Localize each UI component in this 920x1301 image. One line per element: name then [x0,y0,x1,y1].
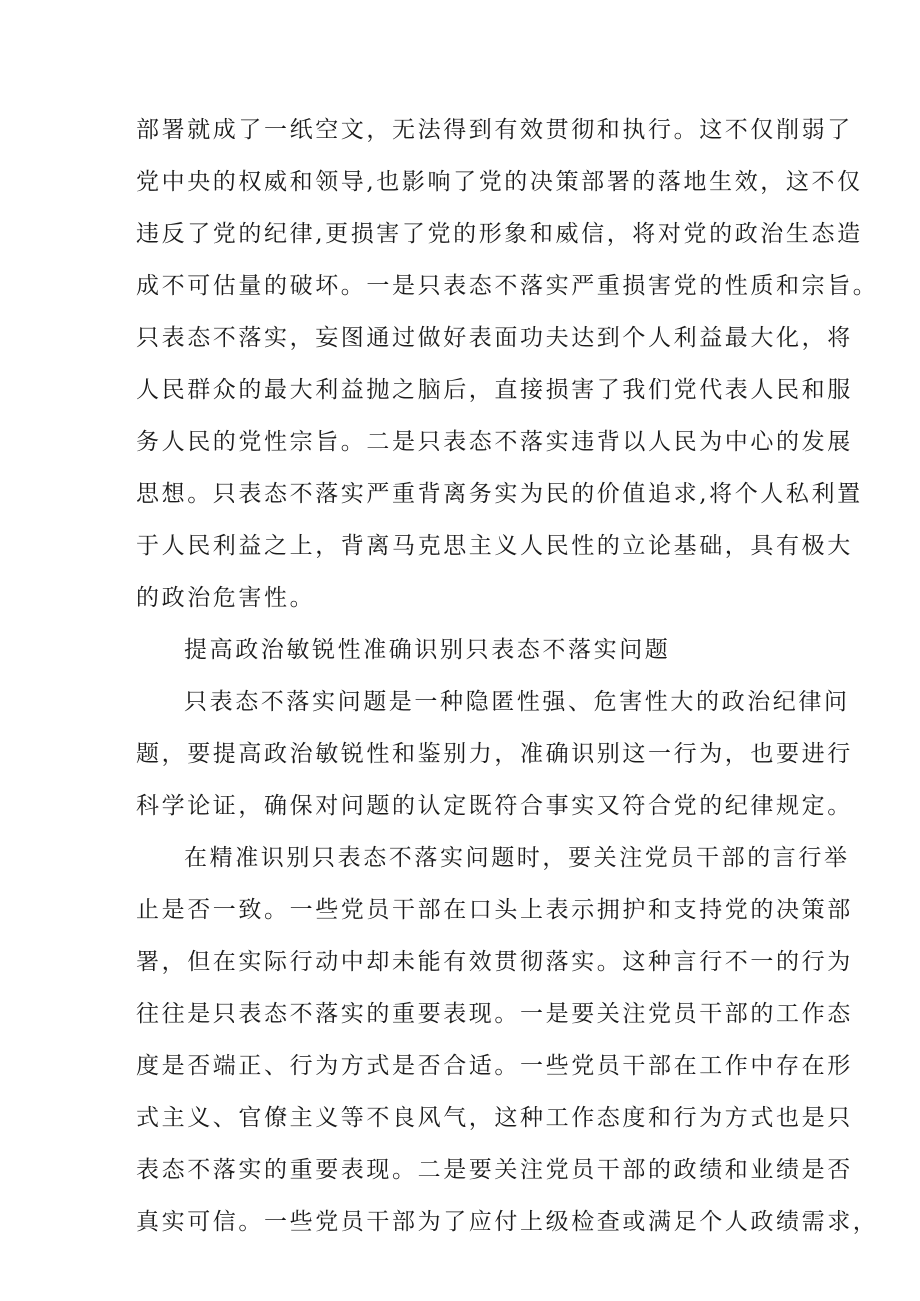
text-line: 的政治危害性。 [136,585,316,611]
text-line: 在精准识别只表态不落实问题时，要关注党员干部的言行举 [184,845,850,871]
text-line: 往往是只表态不落实的重要表现。一是要关注党员干部的工作态 [136,1001,853,1027]
text-line: 只表态不落实问题是一种隐匿性强、危害性大的政治纪律问 [184,689,850,715]
paragraph-3 [136,832,879,1248]
text-line: 科学论证，确保对问题的认定既符合事实又符合党的纪律规定。 [136,793,853,819]
paragraph-1 [136,104,879,624]
text-line: 真实可信。一些党员干部为了应付上级检查或满足个人政绩需求， [136,1209,879,1235]
text-line: 人民群众的最大利益抛之脑后，直接损害了我们党代表人民和服 [136,377,853,403]
text-line: 止是否一致。一些党员干部在口头上表示拥护和支持党的决策部 [136,897,853,923]
text-line: 署，但在实际行动中却未能有效贯彻落实。这种言行不一的行为 [136,949,853,975]
text-line: 成不可估量的破坏。一是只表态不落实严重损害党的性质和宗旨。 [136,273,879,299]
text-line: 务人民的党性宗旨。二是只表态不落实违背以人民为中心的发展 [136,429,853,455]
paragraph-2 [136,676,853,832]
text-line: 式主义、官僚主义等不良风气，这种工作态度和行为方式也是只 [136,1105,853,1131]
text-line: 党中央的权威和领导,也影响了党的决策部署的落地生效，这不仅 [136,169,863,195]
section-heading: 提高政治敏锐性准确识别只表态不落实问题 [184,637,671,663]
text-line: 部署就成了一纸空文，无法得到有效贯彻和执行。这不仅削弱了 [136,117,853,143]
text-line: 度是否端正、行为方式是否合适。一些党员干部在工作中存在形 [136,1053,853,1079]
text-line: 于人民利益之上，背离马克思主义人民性的立论基础，具有极大 [136,533,853,559]
text-line: 表态不落实的重要表现。二是要关注党员干部的政绩和业绩是否 [136,1157,853,1183]
text-line: 思想。只表态不落实严重背离务实为民的价值追求,将个人私利置 [136,481,863,507]
text-line: 题，要提高政治敏锐性和鉴别力，准确识别这一行为，也要进行 [136,741,853,767]
document-body [136,104,879,1248]
text-line: 违反了党的纪律,更损害了党的形象和威信，将对党的政治生态造 [136,221,863,247]
text-line: 只表态不落实，妄图通过做好表面功夫达到个人利益最大化，将 [136,325,853,351]
